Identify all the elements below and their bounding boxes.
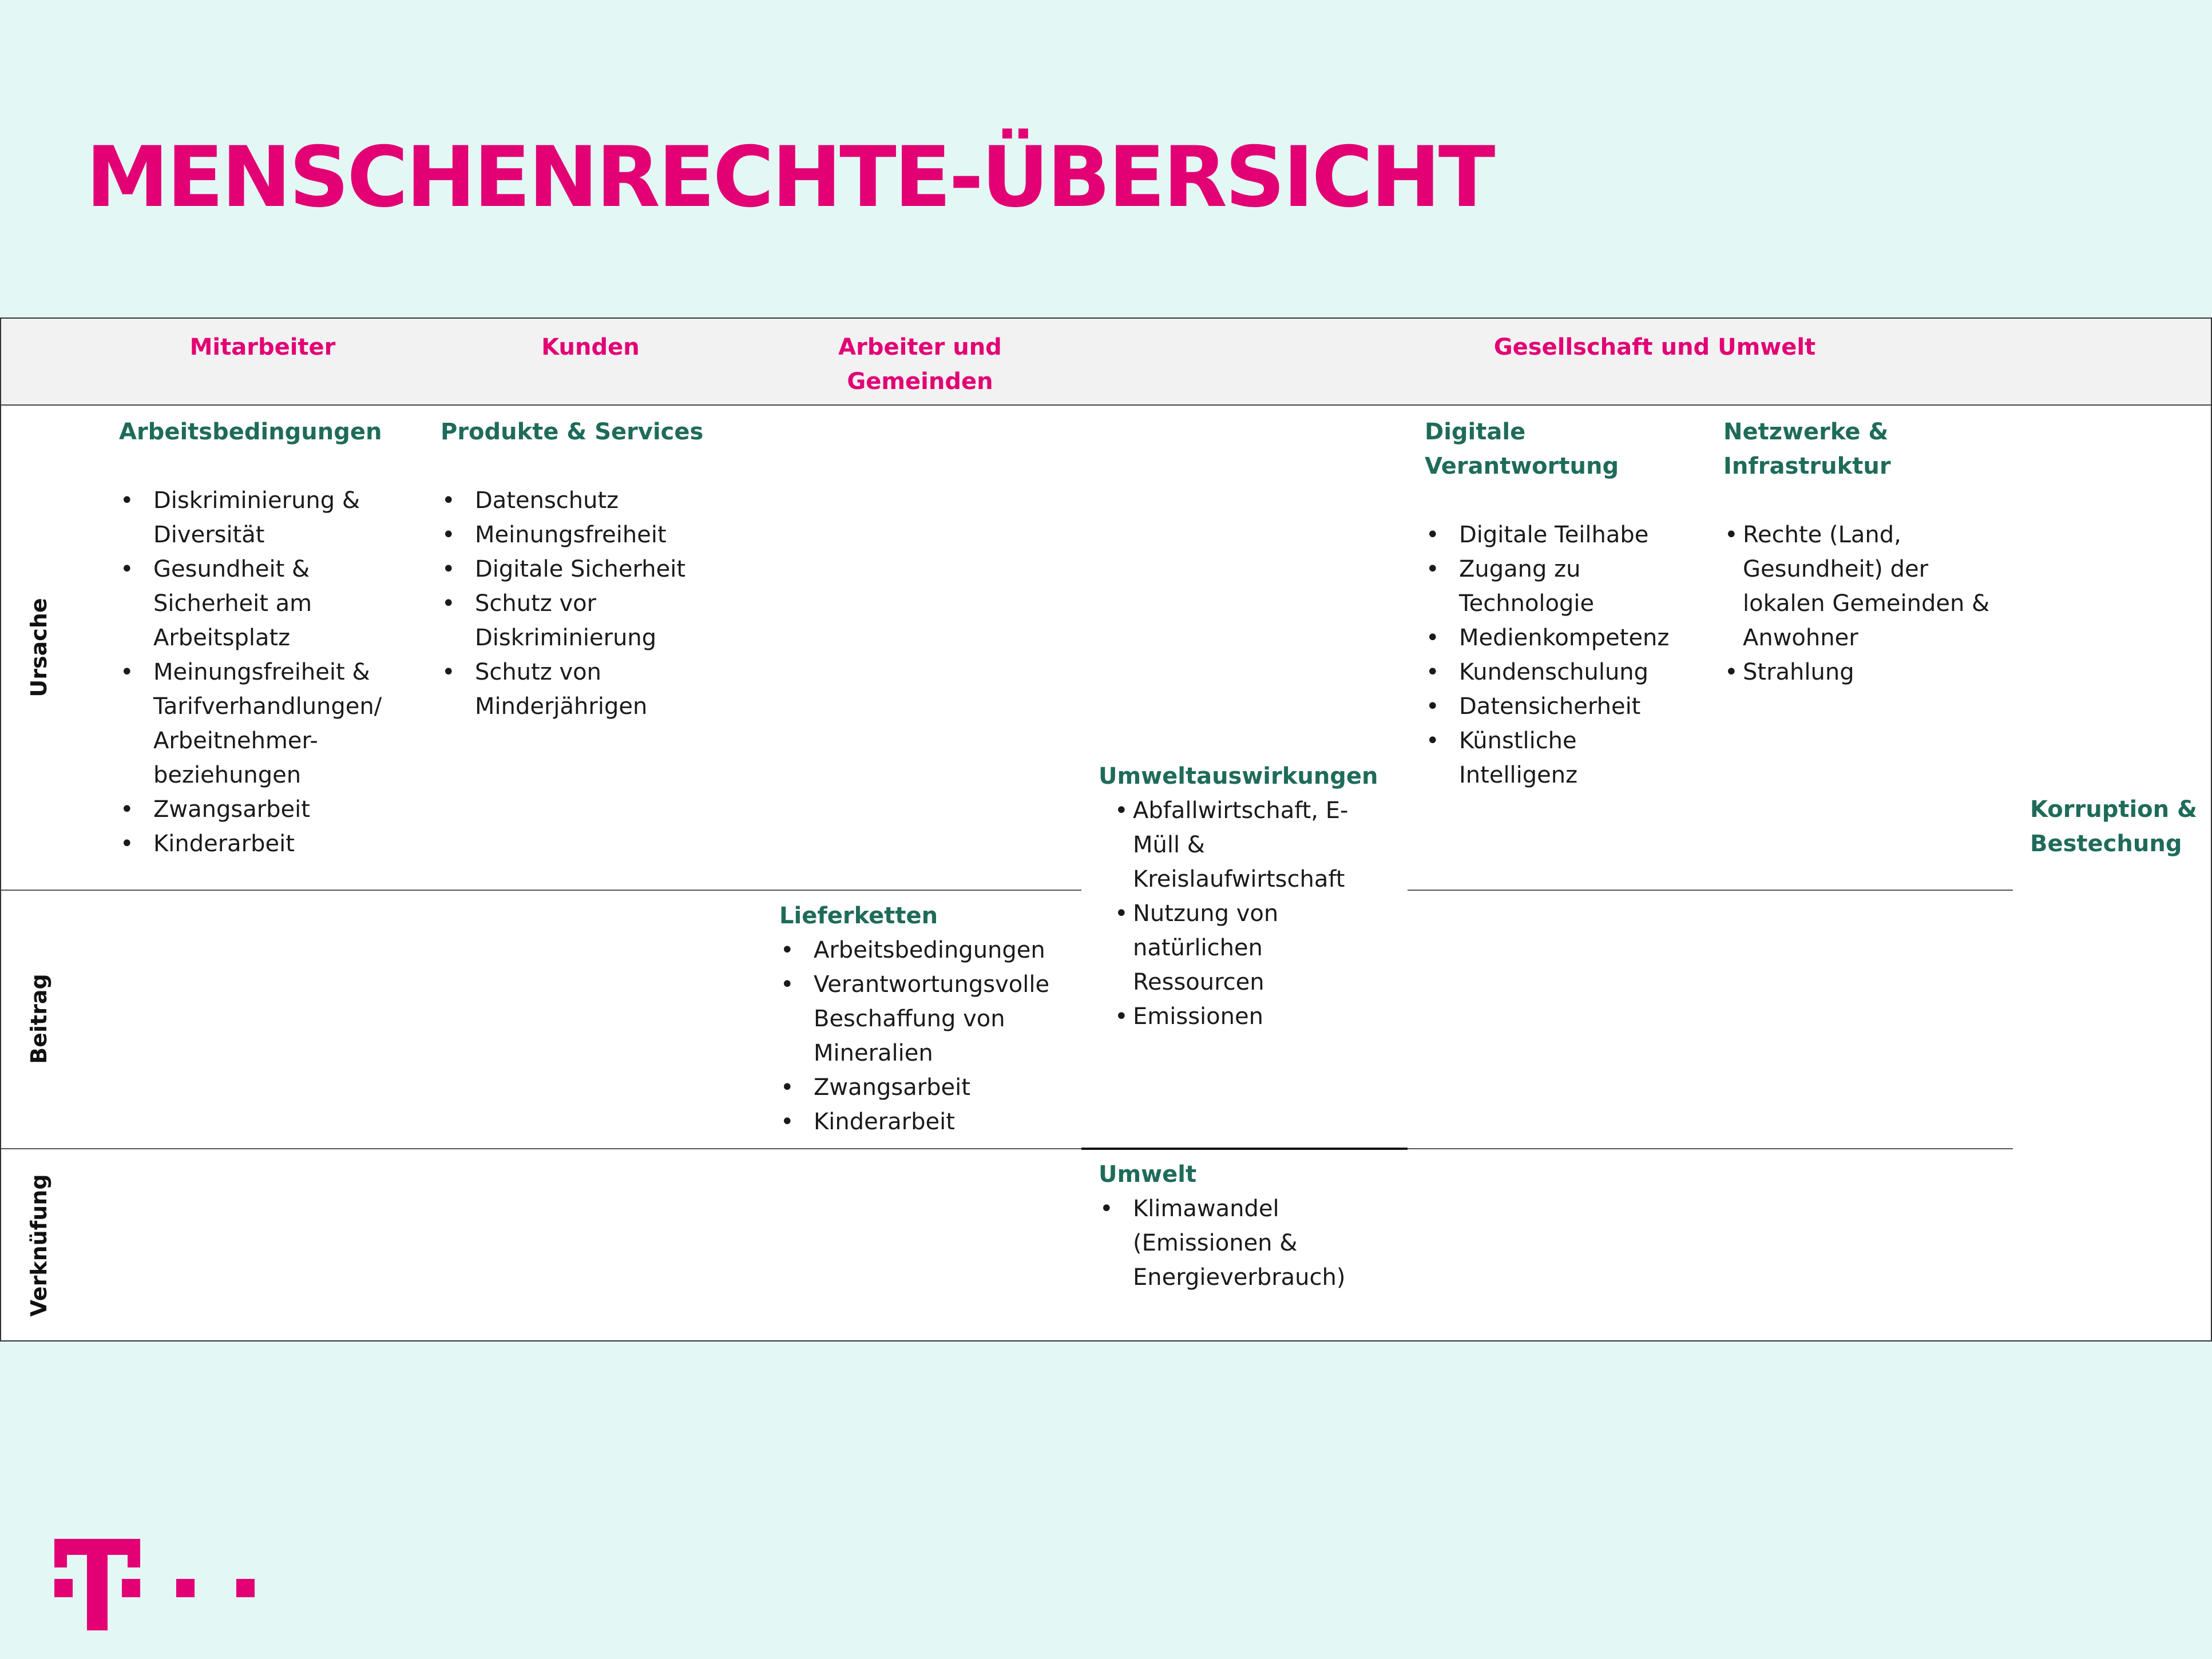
list-item-continuation: Arbeitsplatz	[153, 625, 291, 651]
list-item: • Digitale Sicherheit	[441, 552, 761, 586]
list-item: • Gesundheit &	[119, 552, 417, 586]
list-item-continuation: Ressourcen	[1133, 969, 1264, 995]
umwelt-list	[1099, 1192, 1396, 1295]
list-item-continuation: Kreislaufwirtschaft	[1133, 866, 1345, 892]
umweltauswirkungen-list	[1099, 793, 1396, 1034]
lieferketten-heading: Lieferketten	[779, 903, 938, 929]
list-item: • Digitale Teilhabe	[1425, 518, 1694, 552]
produkte-services-heading: Produkte & Services	[441, 419, 704, 445]
list-item-continuation: Gesundheit) der	[1743, 556, 1929, 582]
list-item: • Kinderarbeit	[779, 1105, 1077, 1139]
row-divider-ursache-right	[1408, 890, 2013, 891]
digitale-verantwortung-block	[1425, 415, 1694, 792]
column-header-arbeiter-line-1: Arbeiter und	[838, 334, 1002, 360]
list-item: • Datenschutz	[441, 483, 761, 518]
list-item-continuation: Intelligenz	[1459, 762, 1578, 788]
list-item-continuation: natürlichen	[1133, 935, 1263, 961]
column-header-arbeiter-line-2: Gemeinden	[847, 368, 993, 395]
list-item: • Datensicherheit	[1425, 689, 1694, 724]
arbeitsbedingungen-block	[119, 415, 417, 861]
list-item-continuation: Technologie	[1459, 590, 1595, 617]
list-item: • Meinungsfreiheit &	[119, 655, 417, 689]
column-header-gesellschaft-und-umwelt: Gesellschaft und Umwelt	[1493, 334, 1816, 360]
list-item-continuation: (Emissionen &	[1133, 1230, 1298, 1256]
korruption-bestechung-block	[2030, 792, 2207, 861]
list-item-continuation: Arbeitnehmer-	[153, 728, 318, 754]
list-item-continuation: Minderjährigen	[475, 693, 648, 720]
list-item-continuation: lokalen Gemeinden &	[1743, 590, 1990, 617]
netzwerke-infrastruktur-block	[1723, 415, 2009, 689]
list-item: • Strahlung	[1723, 655, 2009, 689]
umweltauswirkungen-block	[1099, 759, 1396, 1034]
list-item: • Kundenschulung	[1425, 655, 1694, 689]
telekom-t-logo-icon	[54, 1539, 260, 1630]
row-divider-beitrag-center	[1081, 1148, 1408, 1150]
list-item: • Klimawandel	[1099, 1192, 1396, 1226]
page-title: MENSCHENRECHTE-ÜBERSICHT	[86, 129, 1493, 226]
digitale-verantwortung-list	[1425, 518, 1694, 792]
column-header-kunden: Kunden	[541, 334, 640, 360]
arbeitsbedingungen-list	[119, 483, 417, 861]
list-item: • Verantwortungsvolle	[779, 967, 1077, 1002]
column-header-arbeiter-und-gemeinden	[806, 330, 1034, 399]
list-item: • Abfallwirtschaft, E-	[1113, 793, 1396, 828]
row-divider-ursache-left	[1, 890, 1081, 891]
list-item: • Emissionen	[1113, 999, 1396, 1034]
list-item: • Diskriminierung &	[119, 483, 417, 518]
column-header-mitarbeiter: Mitarbeiter	[189, 334, 336, 360]
list-item: • Meinungsfreiheit	[441, 518, 761, 552]
umweltauswirkungen-heading: Umweltauswirkungen	[1099, 763, 1378, 789]
korruption-bestechung-heading: Korruption & Bestechung	[2030, 796, 2197, 857]
lieferketten-block	[779, 899, 1077, 1139]
arbeitsbedingungen-heading: Arbeitsbedingungen	[119, 419, 382, 445]
list-item-continuation: Mineralien	[814, 1040, 933, 1066]
list-item: • Arbeitsbedingungen	[779, 933, 1077, 967]
list-item: • Künstliche	[1425, 724, 1694, 758]
list-item: • Medienkompetenz	[1425, 621, 1694, 655]
netzwerke-infrastruktur-list	[1723, 518, 2009, 689]
list-item: • Zwangsarbeit	[119, 792, 417, 827]
list-item-continuation: Diversität	[153, 522, 265, 548]
produkte-services-list	[441, 483, 761, 724]
digitale-verantwortung-heading: Digitale Verantwortung	[1425, 419, 1619, 479]
column-header-row	[1, 319, 2211, 406]
lieferketten-list	[779, 933, 1077, 1139]
list-item: • Zwangsarbeit	[779, 1070, 1077, 1105]
list-item: • Schutz vor	[441, 586, 761, 621]
list-item: • Nutzung von	[1113, 896, 1396, 931]
list-item-continuation: beziehungen	[153, 762, 302, 788]
list-item-continuation: Diskriminierung	[475, 625, 657, 651]
list-item-continuation: Tarifverhandlungen/	[153, 693, 382, 720]
list-item-continuation: Energieverbrauch)	[1133, 1264, 1346, 1291]
produkte-services-block	[441, 415, 761, 724]
human-rights-matrix: Mitarbeiter Kunden Arbeiter und Gemeinden Gesellschaft und Umwelt Ursache Beitrag Verknüfung Arbeitsbedingungen • Diskriminierung & Diversität • Gesundheit & Sicherheit am Arbeitsplatz • Meinungsfreiheit & Tarifverhandlungen/ Arbeitnehmer- beziehungen • Zwangsarbeit • Kinderarbeit Produkte & Services • Datenschutz • Meinungsfreiheit • Digitale Sicherheit • Schutz vor Diskriminierung • Schutz von Minderjährigen Digitale Verantwortung • Digitale Teilhabe • Zugang zu Technologie • Medienkompetenz • Kundenschulung • Datensicherheit • Künstliche Intelligenz Netzwerke & Infrastruktur • Rechte (Land, Gesundheit) der lokalen Gemeinden & Anwohner • Strahlung Umweltauswirkungen • Abfallwirtschaft, E- Müll & Kreislaufwirtschaft • Nutzung von natürlichen Ressourcen • Emissionen Korruption & Bestechung Lieferketten • Arbeitsbedingungen • Verantwortungsvolle Beschaffung von Mineralien • Zwangsarbeit • Kinderarbeit Umwelt • Klimawandel (Emissionen & Energieverbrauch)	[0, 317, 2212, 1342]
list-item-continuation: Müll &	[1133, 832, 1205, 858]
list-item: • Rechte (Land,	[1723, 518, 2009, 552]
row-divider-beitrag-left	[1, 1148, 1081, 1149]
list-item-continuation: Beschaffung von	[814, 1006, 1005, 1032]
list-item-continuation: Sicherheit am	[153, 590, 312, 617]
umwelt-heading: Umwelt	[1099, 1161, 1197, 1188]
row-divider-beitrag-right	[1408, 1148, 2013, 1149]
list-item: • Zugang zu	[1425, 552, 1694, 586]
list-item: • Kinderarbeit	[119, 827, 417, 861]
umwelt-block	[1099, 1157, 1396, 1295]
netzwerke-infrastruktur-heading: Netzwerke & Infrastruktur	[1723, 419, 1891, 479]
list-item-continuation: Anwohner	[1743, 625, 1858, 651]
list-item: • Schutz von	[441, 655, 761, 689]
